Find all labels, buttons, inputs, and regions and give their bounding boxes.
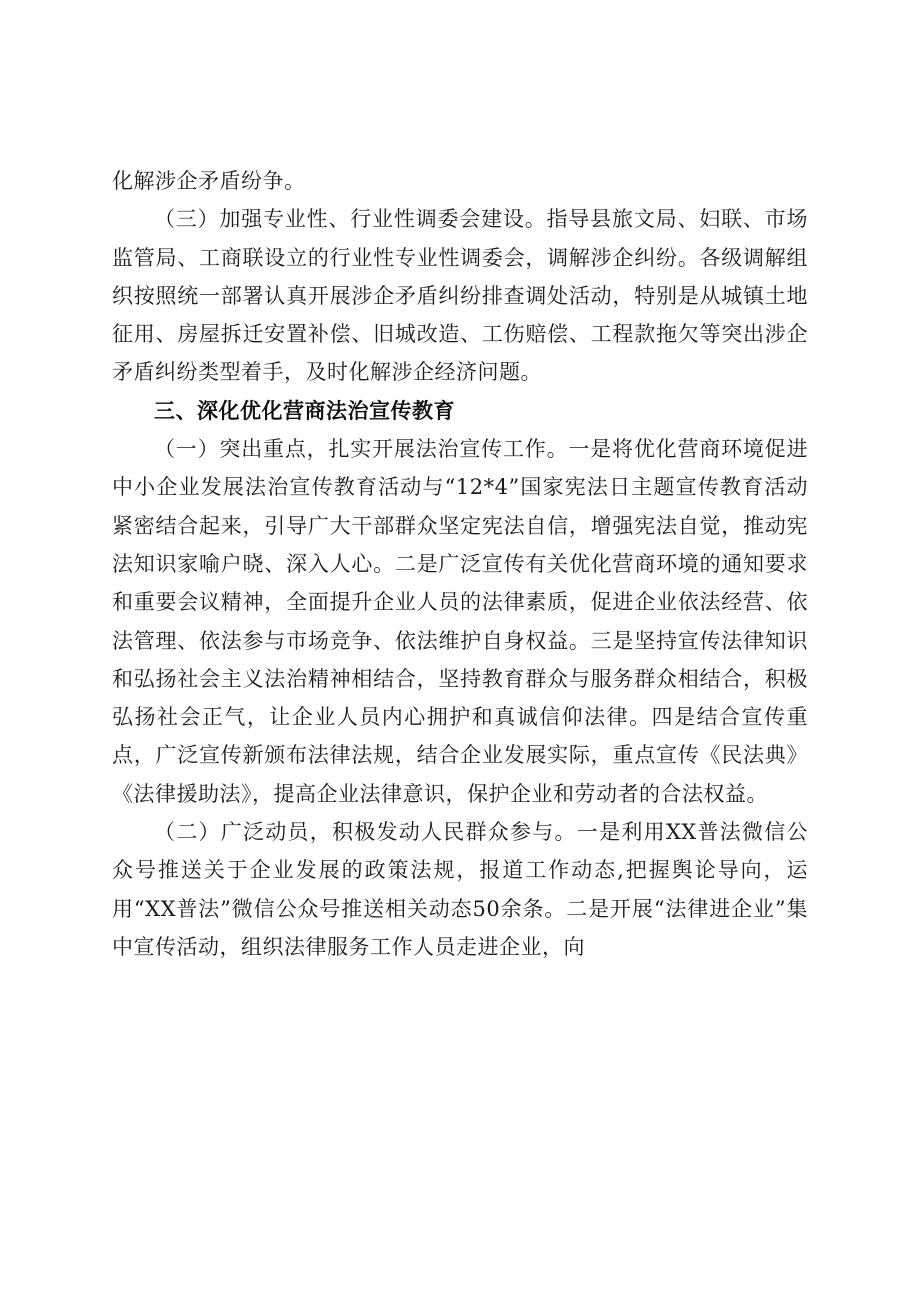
paragraph-mediation-committees: （三）加强专业性、行业性调委会建设。指导县旅文局、妇联、市场监管局、工商联设立的行业性专业性调委会，调解涉企纠纷。各级调解组织按照统一部署认真开展涉企矛盾纠纷排查调处活动，特别是从城镇土地征用、房屋拆迁安置补偿、旧城改造、工伤赔偿、工程款拖欠等突出涉企矛盾纠纷类型着手，及时化解涉企经济问题。 [112, 207, 808, 385]
document-body [112, 162, 808, 966]
paragraph-legal-publicity: （一）突出重点，扎实开展法治宣传工作。一是将优化营商环境促进中小企业发展法治宣传教育活动与“12*4”国家宪法日主题宣传教育活动紧密结合起来，引导广大干部群众坚定宪法自信，增强宪法自觉，推动宪法知识家喻户晓、深入人心。二是广泛宣传有关优化营商环境的通知要求和重要会议精神，全面提升企业人员的法律素质，促进企业依法经营、依法管理、依法参与市场竞争、依法维护自身权益。三是坚持宣传法律知识和弘扬社会主义法治精神相结合，坚持教育群众与服务群众相结合，积极弘扬社会正气，让企业人员内心拥护和真诚信仰法律。四是结合宣传重点，广泛宣传新颁布法律法规，结合企业发展实际，重点宣传《民法典》《法律援助法》，提高企业法律意识，保护企业和劳动者的合法权益。 [112, 437, 808, 806]
section-heading-three: 三、深化优化营商法治宣传教育 [154, 398, 455, 423]
paragraph-continuation: 化解涉企矛盾纷争。 [112, 169, 306, 193]
paragraph-public-mobilization: （二）广泛动员，积极发动人民群众参与。一是利用XX普法微信公众号推送关于企业发展的政策法规，报道工作动态,把握舆论导向，运用“XX普法”微信公众号推送相关动态50余条。二是开展“法律进企业”集中宣传活动，组织法律服务工作人员走进企业，向 [112, 820, 808, 959]
